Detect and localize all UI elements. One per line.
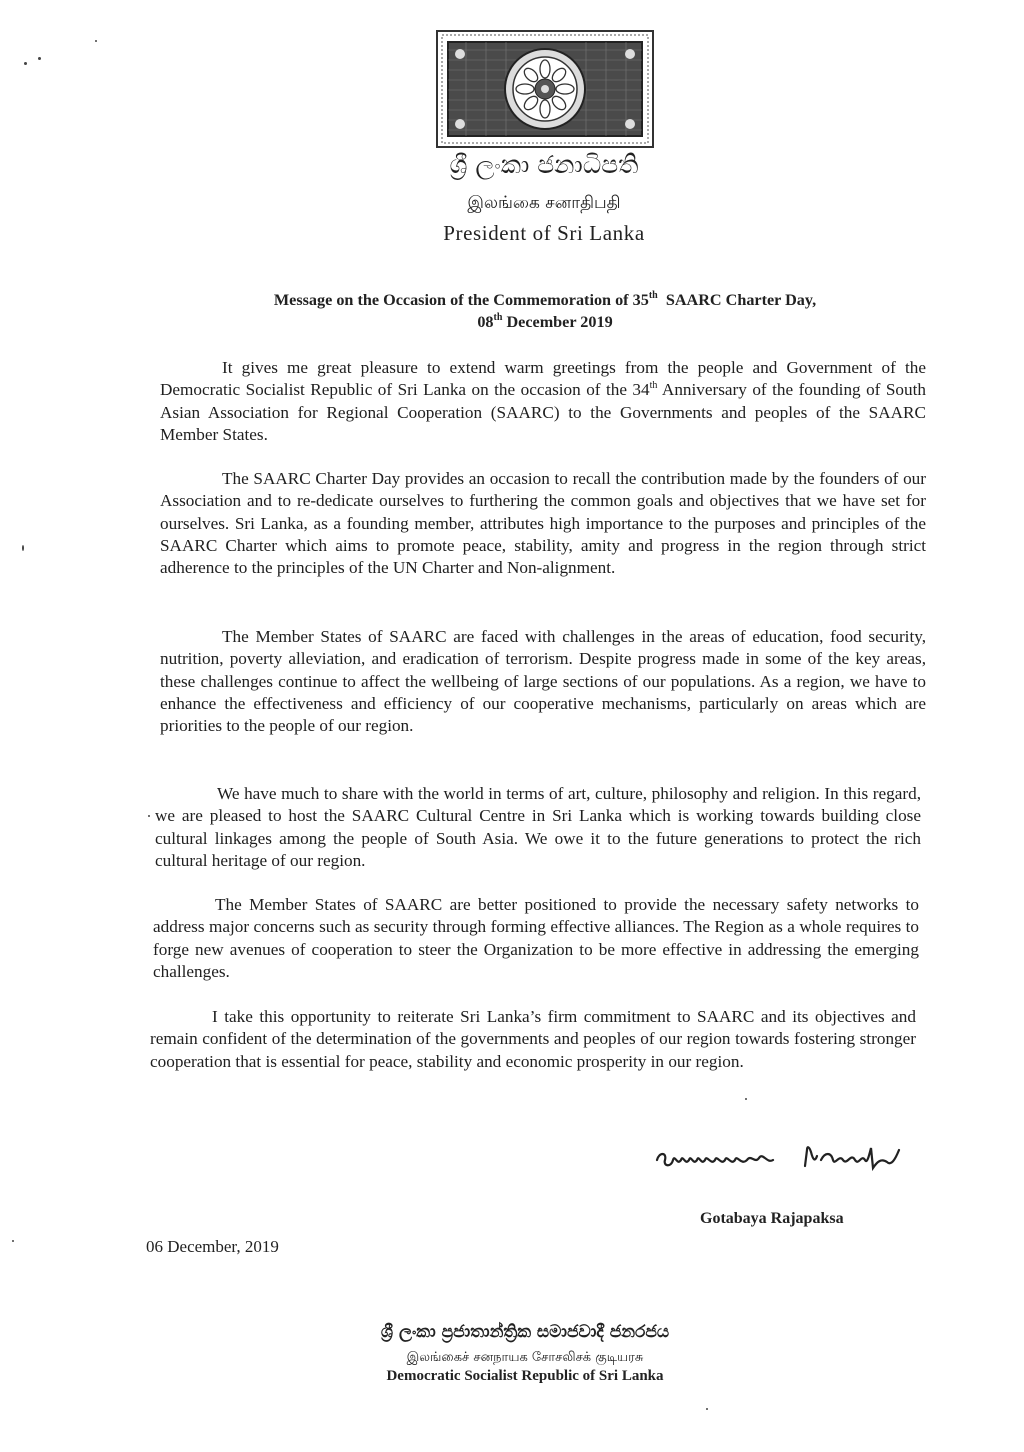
paragraph-2: The SAARC Charter Day provides an occasion to recall the contribution made by the founders of our Association and to re-dedicate ourselves to furthering the common goals and objectives that we have set for ourselves. Sri Lanka, as a founding member, attributes high importance to the purposes and principles of the SAARC Charter which aims to promote peace, stability, amity and progress in the region through strict adherence to the principles of the UN Charter and Non-alignment. xyxy=(160,469,926,578)
paragraph-5: The Member States of SAARC are better positioned to provide the necessary safety networks to address major concerns such as security through forming effective alliances. The Region as a whole requires to forge new avenues of cooperation to steer the Organization to be more effective in addressing the emerging challenges. xyxy=(153,895,919,981)
paragraph-3: The Member States of SAARC are faced with challenges in the areas of education, food security, nutrition, poverty alleviation, and eradication of terrorism. Despite progress made in some of the key areas, these challenges continue to affect the wellbeing of large sections of our populations. As a region, we have to enhance the effectiveness and efficiency of our cooperative mechanisms, particularly on areas which are priorities to the people of our region. xyxy=(160,627,926,736)
scan-speck xyxy=(148,815,150,817)
footer-english: Democratic Socialist Republic of Sri Lanka xyxy=(386,1368,664,1384)
message-title xyxy=(190,289,900,333)
paragraph-1: It gives me great pleasure to extend warm greetings from the people and Government of the Democratic Socialist Republic of Sri Lanka on the occasion of the 34th Anniversary of the founding of South Asian Association for Regional Cooperation (SAARC) to the Governments and peoples of the SAARC Member States. xyxy=(160,358,926,444)
footer-tamil: இலங்கைச் சனநாயக சோசலிசக் குடியரசு xyxy=(406,1350,644,1365)
header-tamil-title: இலங்கை சனாதிபதி xyxy=(467,193,621,213)
footer-sinhala: ශ්‍රී ලංකා ප්‍රජාතාන්ත්‍රික සමාජවාදී ජනරජය xyxy=(380,1322,670,1342)
message-date: 06 December, 2019 xyxy=(146,1237,279,1256)
scan-speck xyxy=(706,1408,708,1410)
header-sinhala-title: ශ්‍රී ලංකා ජනාධිපති xyxy=(449,150,639,179)
message-title-line2: 08th December 2019 xyxy=(477,312,613,331)
scan-speck xyxy=(38,57,41,60)
scan-speck xyxy=(745,1098,747,1100)
scan-speck xyxy=(22,545,24,551)
paragraph-4: We have much to share with the world in terms of art, culture, philosophy and religion. In this regard, we are pleased to host the SAARC Cultural Centre in Sri Lanka which is working towards building close cultural linkages among the people of South Asia. We owe it to the future generations to protect the rich cultural heritage of our region. xyxy=(155,784,921,870)
message-title-line1: Message on the Occasion of the Commemoration of 35th SAARC Charter Day, xyxy=(273,290,817,309)
presidential-emblem-icon xyxy=(436,30,654,148)
paragraph-6: I take this opportunity to reiterate Sri Lanka’s firm commitment to SAARC and its objectives and remain confident of the determination of the governments and peoples of our region towards fostering stronger cooperation that is essential for peace, stability and economic prosperity in our region. xyxy=(150,1007,916,1071)
signatory-name: Gotabaya Rajapaksa xyxy=(700,1210,844,1227)
handwritten-signature xyxy=(655,1138,915,1178)
header-english-title: President of Sri Lanka xyxy=(443,221,645,245)
scan-speck xyxy=(24,62,27,65)
scan-speck xyxy=(12,1240,14,1242)
scan-speck xyxy=(95,40,97,42)
